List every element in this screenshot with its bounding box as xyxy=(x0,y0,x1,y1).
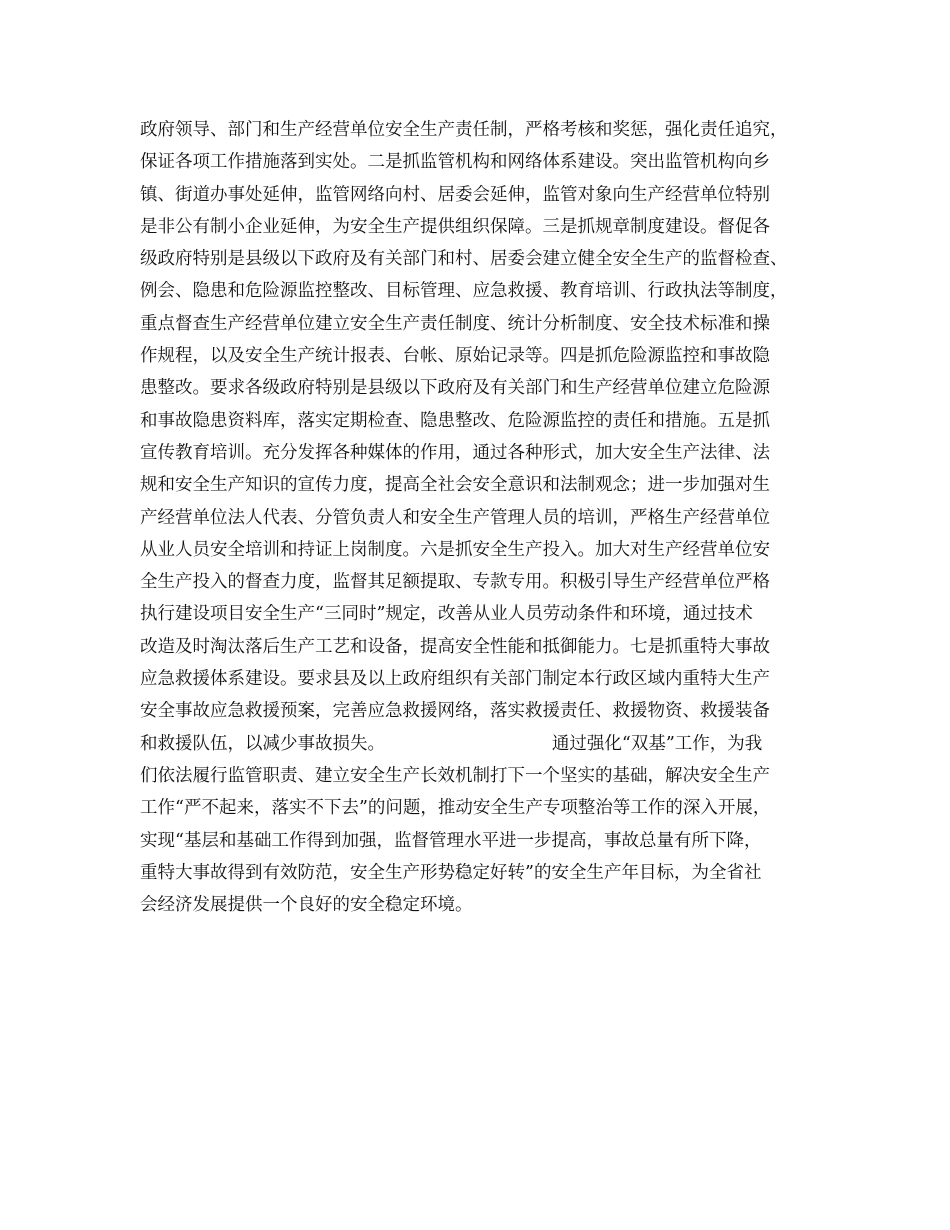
text-line: 和事故隐患资料库，落实定期检查、隐患整改、危险源监控的责任和措施。五是抓 xyxy=(140,410,770,431)
text-line: 政府领导、部门和生产经营单位安全生产责任制，严格考核和奖惩，强化责任追究， xyxy=(140,120,788,140)
text-line: 工作“严不起来，落实不下去”的问题，推动安全生产专项整治等工作的深入开展， xyxy=(140,798,771,819)
text-line: 重特大事故得到有效防范，安全生产形势稳定好转”的安全生产年目标，为全省社 xyxy=(140,862,762,883)
text-line: 规和安全生产知识的宣传力度，提高全社会安全意识和法制观念；进一步加强对生 xyxy=(140,475,770,496)
text-line: 重点督查生产经营单位建立安全生产责任制度、统计分析制度、安全技术标准和操 xyxy=(140,313,770,334)
text-line: 改造及时淘汰落后生产工艺和设备，提高安全性能和抵御能力。七是抓重特大事故 xyxy=(140,636,770,657)
text-line: 级政府特别是县级以下政府及有关部门和村、居委会建立健全安全生产的监督检查、 xyxy=(140,249,788,270)
text-line: 是非公有制小企业延伸，为安全生产提供组织保障。三是抓规章制度建设。督促各 xyxy=(140,216,770,237)
text-line: 安全事故应急救援预案，完善应急救援网络，落实救援责任、救援物资、救援装备 xyxy=(140,701,770,722)
text-line: 镇、街道办事处延伸，监管网络向村、居委会延伸，监管对象向生产经营单位特别 xyxy=(140,184,770,205)
text-line: 例会、隐患和危险源监控整改、目标管理、应急救援、教育培训、行政执法等制度， xyxy=(140,281,788,302)
text-line: 保证各项工作措施落到实处。二是抓监管机构和网络体系建设。突出监管机构向乡 xyxy=(140,152,770,173)
text-line: 宣传教育培训。充分发挥各种媒体的作用，通过各种形式，加大安全生产法律、法 xyxy=(140,442,770,463)
body-text xyxy=(140,114,830,921)
text-line: 们依法履行监管职责、建立安全生产长效机制打下一个坚实的基础，解决安全生产 xyxy=(140,765,770,786)
text-line: 全生产投入的督查力度，监督其足额提取、专款专用。积极引导生产经营单位严格 xyxy=(140,572,770,593)
text-line: 作规程，以及安全生产统计报表、台帐、原始记录等。四是抓危险源监控和事故隐 xyxy=(140,346,770,367)
text-line: 执行建设项目安全生产“三同时”规定，改善从业人员劳动条件和环境，通过技术 xyxy=(140,604,753,625)
text-line: 患整改。要求各级政府特别是县级以下政府及有关部门和生产经营单位建立危险源 xyxy=(140,378,770,399)
text-line: 和救援队伍，以减少事故损失。 通过强化“双基”工作，为我 xyxy=(140,733,763,754)
text-line: 产经营单位法人代表、分管负责人和安全生产管理人员的培训，严格生产经营单位 xyxy=(140,507,770,528)
text-line: 从业人员安全培训和持证上岗制度。六是抓安全生产投入。加大对生产经营单位安 xyxy=(140,539,770,560)
text-line: 会经济发展提供一个良好的安全稳定环境。 xyxy=(140,895,473,916)
text-line: 应急救援体系建设。要求县及以上政府组织有关部门制定本行政区域内重特大生产 xyxy=(140,669,770,690)
text-line: 实现“基层和基础工作得到加强，监督管理水平进一步提高，事故总量有所下降， xyxy=(140,830,762,851)
